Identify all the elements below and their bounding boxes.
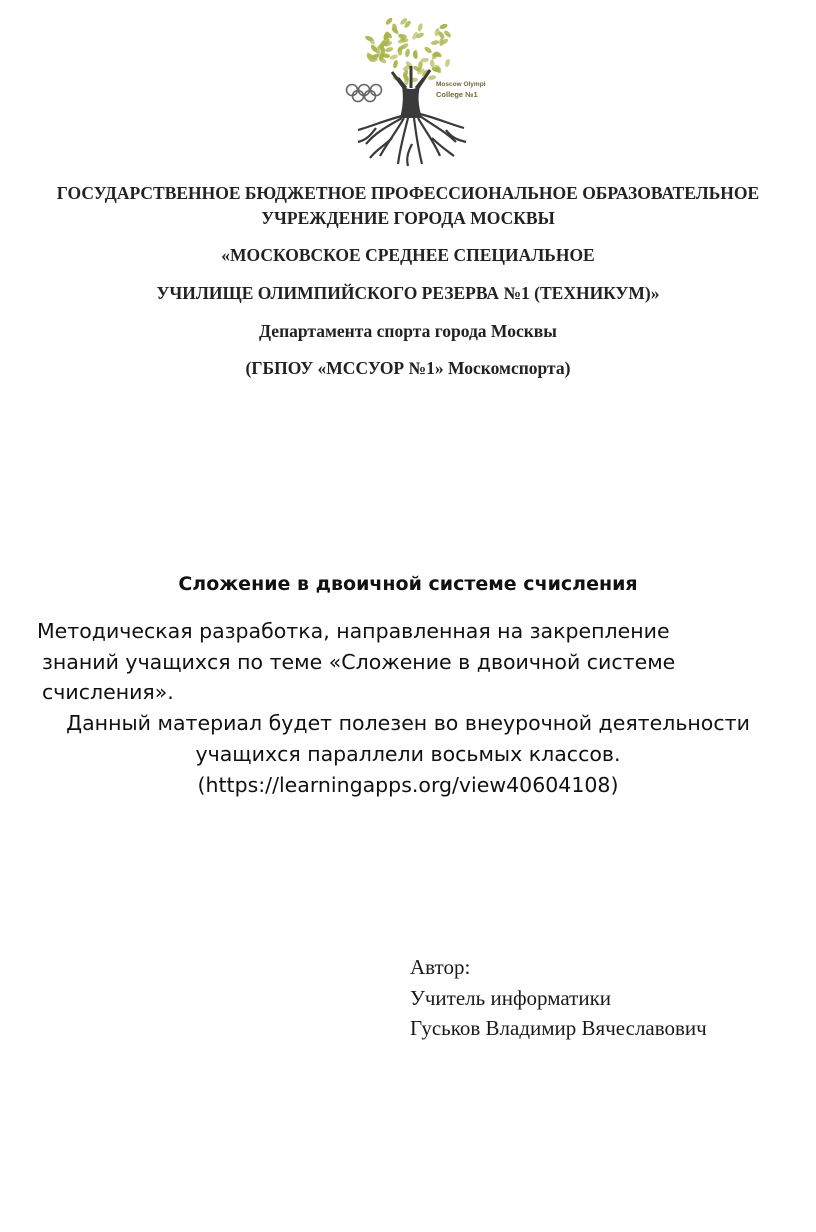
tree-logo-image bbox=[336, 8, 486, 168]
tree-trunk bbox=[400, 86, 422, 118]
leaf-shape bbox=[417, 23, 424, 32]
leaf-shape bbox=[431, 40, 440, 46]
tree-roots bbox=[358, 114, 466, 166]
description-line-4: Данный материал будет полезен во внеурочной деятельности bbox=[66, 711, 750, 735]
leaf-shape bbox=[389, 53, 398, 60]
description-line-5: учащихся параллели восьмых классов. bbox=[195, 742, 621, 766]
leaf-shape bbox=[385, 17, 394, 26]
logo-text-line2: College №1 bbox=[436, 90, 478, 99]
description-link[interactable]: (https://learningapps.org/view40604108) bbox=[197, 773, 619, 797]
header-line-1: ГОСУДАРСТВЕННОЕ БЮДЖЕТНОЕ ПРОФЕССИОНАЛЬНОЕ ОБРАЗОВАТЕЛЬНОЕ bbox=[56, 183, 760, 203]
leaf-shape bbox=[439, 23, 448, 30]
header-line-5: Департамента спорта города Москвы bbox=[259, 321, 557, 341]
header-line-4: УЧИЛИЩЕ ОЛИМПИЙСКОГО РЕЗЕРВА №1 (ТЕХНИКУМ)» bbox=[156, 283, 660, 303]
leaf-shape bbox=[423, 46, 432, 55]
description-line-2: знаний учащихся по теме «Сложение в двоичной системе bbox=[42, 650, 676, 674]
header-line-2: УЧРЕЖДЕНИЕ ГОРОДА МОСКВЫ bbox=[261, 208, 555, 228]
college-logo bbox=[336, 8, 486, 168]
leaf-shape bbox=[430, 59, 436, 68]
document-title: Сложение в двоичной системе счисления bbox=[178, 573, 638, 595]
description-line-3: счисления». bbox=[42, 680, 174, 704]
logo-text-line1: Moscow Olympic bbox=[436, 81, 486, 88]
header-line-6: (ГБПОУ «МССУОР №1» Москомспорта) bbox=[245, 358, 571, 378]
description-line-1: Методическая разработка, направленная на закрепление bbox=[37, 619, 670, 643]
leaf-shape bbox=[427, 75, 436, 81]
author-name: Гуськов Владимир Вячеславович bbox=[410, 1016, 707, 1040]
leaf-shape bbox=[392, 59, 398, 68]
author-label: Автор: bbox=[410, 955, 471, 979]
leaf-shape bbox=[384, 46, 393, 53]
header-line-3: «МОСКОВСКОЕ СРЕДНЕЕ СПЕЦИАЛЬНОЕ bbox=[221, 245, 595, 265]
olympic-rings-icon bbox=[347, 85, 382, 102]
leaf-shape bbox=[405, 48, 411, 57]
leaf-shape bbox=[444, 58, 450, 67]
author-position: Учитель информатики bbox=[410, 986, 612, 1010]
